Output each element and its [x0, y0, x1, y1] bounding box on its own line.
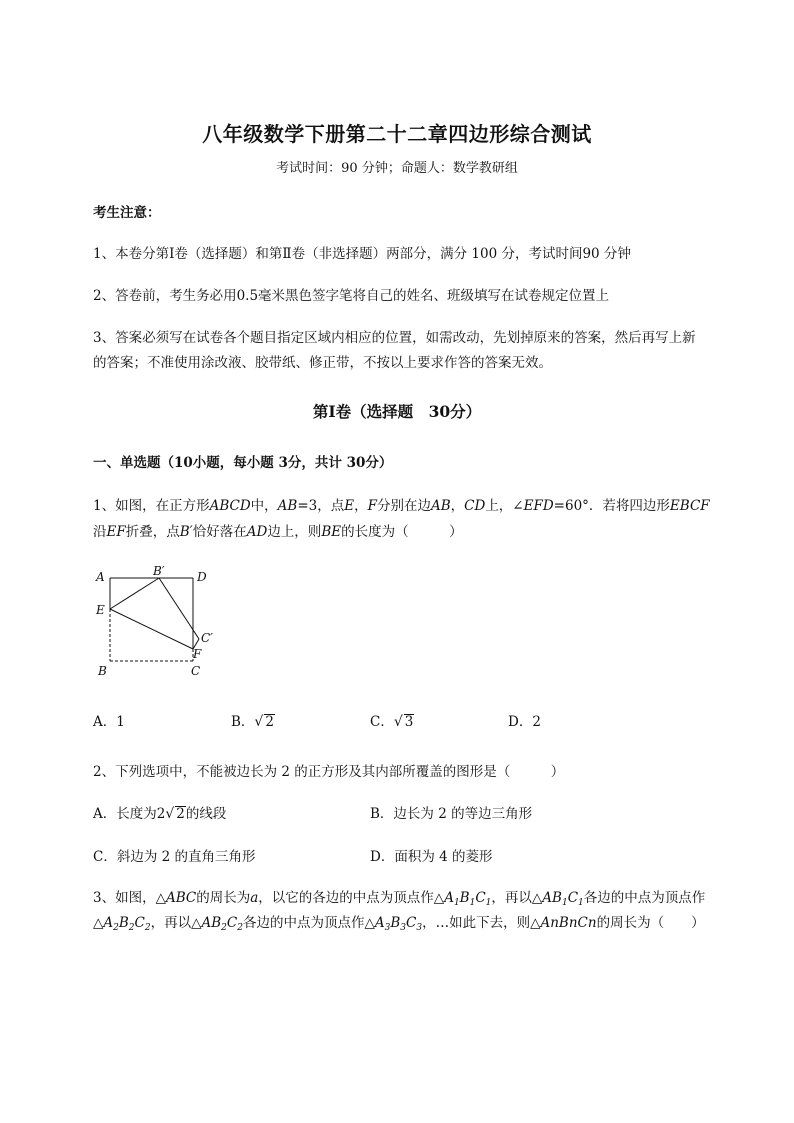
q2-stem: 2、下列选项中，不能被边长为 2 的正方形及其内部所覆盖的图形是（ ） — [93, 764, 565, 780]
section-heading: 一、单选题（10小题，每小题 3分，共计 30分） — [93, 455, 393, 471]
label-F: F — [193, 647, 202, 661]
q1-figure — [93, 565, 233, 689]
label-Bp: B′ — [153, 565, 165, 578]
q1-option-b[interactable]: B．√ 2 — [231, 714, 274, 730]
q1-option-c[interactable]: C．√ 3 — [370, 714, 414, 730]
page-title: 八年级数学下册第二十二章四边形综合测试 — [202, 122, 592, 146]
exam-subtitle: 考试时间：90 分钟；命题人：数学教研组 — [276, 161, 518, 176]
q1-stem-line-2: 沿EF折叠，点B′恰好落在AD边上，则BE的长度为（ ） — [93, 524, 463, 540]
q2-option-d[interactable]: D．面积为 4 的菱形 — [370, 849, 493, 865]
label-A: A — [96, 570, 105, 584]
notice-item-3-line-2: 的答案；不准使用涂改液、胶带纸、修正带，不按以上要求作答的答案无效。 — [93, 355, 552, 371]
q1-stem-line-1: 1、如图，在正方形ABCD中，AB=3，点E，F分别在边AB，CD上，∠EFD=60°．若将四边形EBCF — [93, 498, 710, 514]
part-1-title: 第Ⅰ卷（选择题 30分） — [312, 402, 482, 421]
notice-item-1: 1、本卷分第Ⅰ卷（选择题）和第Ⅱ卷（非选择题）两部分，满分 100 分，考试时间90 分钟 — [93, 246, 631, 262]
fold-line-EF — [110, 609, 193, 649]
q3-stem-line-2: $\triangle A_2B_2C_2$，再以$\triangle AB_2C_2$各边的中点为顶点作$\triangle A_3B_3C_3$，…如此下去，则△AnBnCn的周长为（ ） — [93, 915, 705, 933]
q2-option-a[interactable]: A．长度为2√ 2的线段 — [93, 806, 227, 822]
q3-stem-line-1: 3、如图，△ABC的周长为a，以它的各边的中点为顶点作$\triangle A_1B_1C_1$，再以$\triangle AB_1C_1$各边的中点为顶点作 — [93, 890, 706, 908]
notice-heading: 考生注意： — [93, 205, 161, 221]
label-Cp: C′ — [201, 631, 213, 645]
q1-option-d[interactable]: D．2 — [508, 714, 541, 730]
label-C: C — [191, 664, 201, 678]
edge-EBp — [110, 578, 159, 609]
notice-item-2: 2、答卷前，考生务必用0.5毫米黑色签字笔将自己的姓名、班级填写在试卷规定位置上 — [93, 288, 610, 304]
label-B: B — [98, 664, 107, 678]
label-D: D — [197, 570, 207, 584]
q1-option-a[interactable]: A．1 — [93, 714, 125, 730]
notice-item-3-line-1: 3、答案必须写在试卷各个题目指定区域内相应的位置，如需改动，先划掉原来的答案，然后再写上新 — [93, 330, 696, 346]
q2-option-b[interactable]: B．边长为 2 的等边三角形 — [370, 806, 533, 822]
q2-option-c[interactable]: C．斜边为 2 的直角三角形 — [93, 849, 256, 865]
square-fold-diagram — [93, 565, 233, 685]
label-E: E — [96, 603, 105, 617]
